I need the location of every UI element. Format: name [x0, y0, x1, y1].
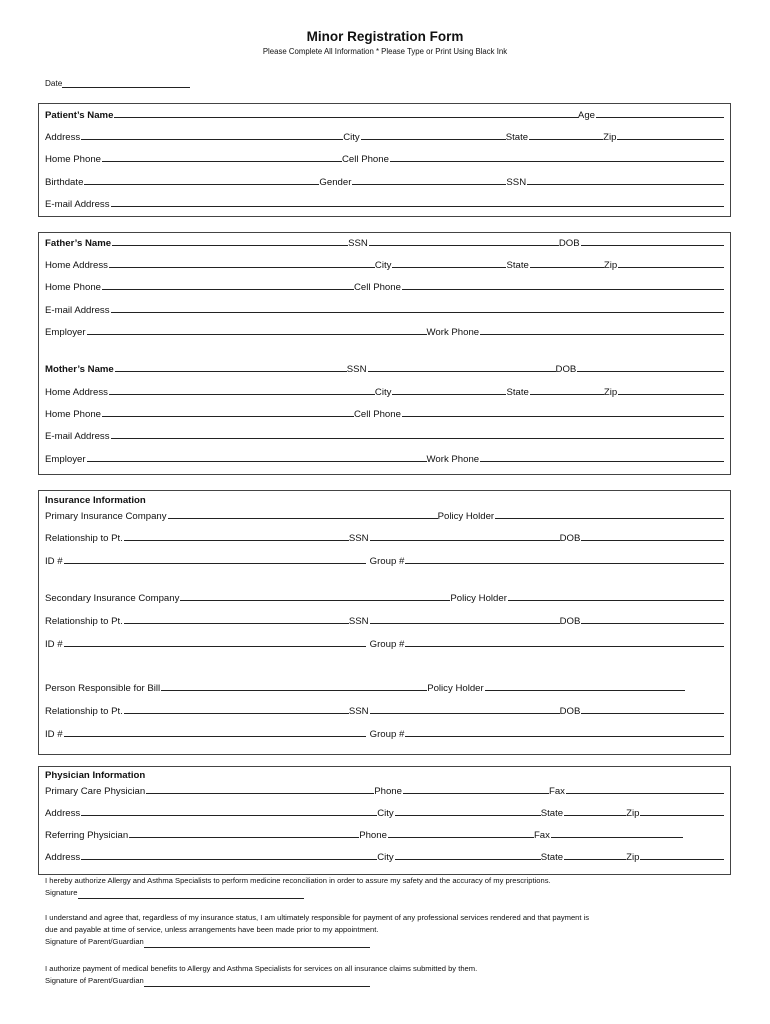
primary-physician-field[interactable]	[146, 793, 374, 794]
age-field[interactable]	[596, 117, 724, 118]
responsible-group-field[interactable]	[405, 736, 724, 737]
father-employer-field[interactable]	[87, 334, 427, 335]
signature-field-2[interactable]	[45, 936, 725, 948]
father-dob-field[interactable]	[581, 245, 724, 246]
primary-insurance-field[interactable]	[168, 518, 438, 519]
primary-insurance-row	[45, 508, 724, 522]
referring-physician-zip-label: Zip	[626, 852, 640, 863]
primary-physician-city-label: City	[377, 808, 394, 819]
father-work-phone-label: Work Phone	[426, 327, 480, 338]
signature-line-2[interactable]	[144, 938, 370, 948]
mother-dob-field[interactable]	[577, 371, 724, 372]
secondary-relationship-row	[45, 613, 724, 627]
primary-policy-holder-label: Policy Holder	[437, 511, 495, 522]
secondary-dob-field[interactable]	[581, 623, 724, 624]
patient-address-row	[45, 129, 724, 143]
address-field[interactable]	[81, 139, 343, 140]
secondary-id-row	[45, 636, 724, 650]
responsible-relationship-row	[45, 703, 724, 717]
primary-physician-fax-label: Fax	[548, 786, 565, 797]
secondary-policy-holder-field[interactable]	[508, 600, 724, 601]
physician-section	[38, 766, 731, 875]
signature-field-1[interactable]	[45, 887, 725, 899]
primary-physician-phone-label: Phone	[374, 786, 402, 797]
primary-physician-phone-field[interactable]	[403, 793, 549, 794]
primary-relationship-row	[45, 530, 724, 544]
mother-address-label: Home Address	[45, 387, 108, 398]
referring-physician-fax-field[interactable]	[551, 837, 683, 838]
secondary-id-label: ID #	[45, 639, 63, 650]
father-name-label: Father’s Name	[45, 238, 112, 249]
father-zip-label: Zip	[603, 260, 618, 271]
city-field[interactable]	[361, 139, 506, 140]
ssn-label: SSN	[506, 177, 527, 188]
physician-title: Physician Information	[45, 770, 146, 781]
mother-name-row	[45, 361, 724, 375]
mother-employer-field[interactable]	[87, 461, 427, 462]
state-field[interactable]	[529, 139, 603, 140]
secondary-dob-label: DOB	[559, 616, 581, 627]
responsible-relationship-label: Relationship to Pt.	[45, 706, 123, 717]
father-cell-phone-field[interactable]	[402, 289, 724, 290]
referring-physician-state-field[interactable]	[564, 859, 626, 860]
birthdate-label: Birthdate	[45, 177, 84, 188]
mother-city-field[interactable]	[392, 394, 506, 395]
signature-label-1: Signature	[45, 888, 78, 897]
primary-physician-city-field[interactable]	[395, 815, 541, 816]
date-line[interactable]	[62, 78, 190, 88]
responsible-dob-label: DOB	[559, 706, 581, 717]
insurance-section	[38, 490, 731, 755]
referring-physician-label: Referring Physician	[45, 830, 129, 841]
father-zip-field[interactable]	[618, 267, 724, 268]
mother-ssn-field[interactable]	[368, 371, 556, 372]
mother-cell-phone-field[interactable]	[402, 416, 724, 417]
father-address-field[interactable]	[109, 267, 375, 268]
primary-physician-fax-field[interactable]	[566, 793, 724, 794]
responsible-row	[45, 680, 724, 694]
parents-section	[38, 232, 731, 475]
mother-state-label: State	[506, 387, 529, 398]
mother-state-field[interactable]	[530, 394, 604, 395]
primary-id-label: ID #	[45, 556, 63, 567]
referring-physician-phone-label: Phone	[359, 830, 387, 841]
primary-policy-holder-field[interactable]	[495, 518, 724, 519]
authorization-statement-1	[45, 875, 725, 899]
mother-home-phone-label: Home Phone	[45, 409, 101, 420]
patient-email-row	[45, 196, 724, 210]
primary-relationship-label: Relationship to Pt.	[45, 533, 123, 544]
referring-physician-address-field[interactable]	[81, 859, 377, 860]
referring-physician-state-label: State	[540, 852, 564, 863]
father-dob-label: DOB	[558, 238, 580, 249]
secondary-group-field[interactable]	[405, 646, 724, 647]
referring-physician-address-row	[45, 849, 724, 863]
mother-work-phone-field[interactable]	[480, 461, 724, 462]
secondary-ssn-label: SSN	[348, 616, 369, 627]
patient-phone-row	[45, 151, 724, 165]
father-email-label: E-mail Address	[45, 305, 110, 316]
gender-label: Gender	[319, 177, 352, 188]
gender-field[interactable]	[352, 184, 506, 185]
patient-section	[38, 103, 731, 217]
responsible-ssn-label: SSN	[348, 706, 369, 717]
mother-cell-phone-label: Cell Phone	[354, 409, 401, 420]
primary-physician-address-field[interactable]	[81, 815, 377, 816]
responsible-dob-field[interactable]	[581, 713, 724, 714]
mother-address-field[interactable]	[109, 394, 375, 395]
address-label: Address	[45, 132, 81, 143]
father-home-phone-label: Home Phone	[45, 282, 101, 293]
secondary-relationship-label: Relationship to Pt.	[45, 616, 123, 627]
father-state-label: State	[506, 260, 529, 271]
home-phone-label: Home Phone	[45, 154, 101, 165]
primary-physician-address-row	[45, 805, 724, 819]
cell-phone-field[interactable]	[390, 161, 724, 162]
secondary-id-field[interactable]	[64, 646, 366, 647]
primary-physician-zip-label: Zip	[626, 808, 640, 819]
mother-zip-label: Zip	[603, 387, 618, 398]
zip-label: Zip	[603, 132, 617, 143]
primary-physician-label: Primary Care Physician	[45, 786, 146, 797]
mother-home-phone-field[interactable]	[102, 416, 354, 417]
mother-name-field[interactable]	[115, 371, 347, 372]
birthdate-field[interactable]	[84, 184, 319, 185]
father-state-field[interactable]	[530, 267, 604, 268]
city-label: City	[343, 132, 360, 143]
mother-dob-label: DOB	[555, 364, 577, 375]
father-ssn-field[interactable]	[369, 245, 559, 246]
father-address-row	[45, 257, 724, 271]
agreement-text-1: I understand and agree that, regardless of my insurance status, I am ultimately responsible for payment of any professional services rendered and that payment is	[45, 913, 590, 922]
secondary-group-label: Group #	[369, 639, 405, 650]
email-field[interactable]	[111, 206, 724, 207]
mother-email-field[interactable]	[111, 438, 724, 439]
agreement-text-2: due and payable at time of service, unless arrangements have been made prior to my appointment.	[45, 925, 379, 934]
secondary-ssn-field[interactable]	[370, 623, 560, 624]
mother-employer-row	[45, 451, 724, 465]
form-title: Minor Registration Form	[306, 29, 464, 44]
father-home-phone-field[interactable]	[102, 289, 354, 290]
father-city-label: City	[374, 260, 392, 271]
date-label: Date	[45, 79, 63, 88]
primary-relationship-field[interactable]	[124, 540, 349, 541]
mother-phone-row	[45, 406, 724, 420]
father-name-row	[45, 235, 724, 249]
primary-dob-field[interactable]	[581, 540, 724, 541]
referring-physician-address-label: Address	[45, 852, 81, 863]
primary-physician-state-field[interactable]	[564, 815, 626, 816]
secondary-policy-holder-label: Policy Holder	[450, 593, 507, 604]
responsible-id-row	[45, 726, 724, 740]
ssn-field[interactable]	[527, 184, 724, 185]
referring-physician-city-label: City	[377, 852, 394, 863]
responsible-relationship-field[interactable]	[124, 713, 349, 714]
patient-birth-row	[45, 174, 724, 188]
signature-line-1[interactable]	[78, 889, 304, 899]
primary-physician-row	[45, 783, 724, 797]
father-employer-label: Employer	[45, 327, 86, 338]
home-phone-field[interactable]	[102, 161, 342, 162]
cell-phone-label: Cell Phone	[342, 154, 389, 165]
signature-parent-label-1: Signature of Parent/Guardian	[45, 937, 144, 946]
primary-group-field[interactable]	[405, 563, 724, 564]
payment-agreement-statement	[45, 912, 725, 948]
referring-physician-phone-field[interactable]	[388, 837, 534, 838]
responsible-id-label: ID #	[45, 729, 63, 740]
responsible-group-label: Group #	[369, 729, 405, 740]
signature-field-3[interactable]	[45, 975, 725, 987]
referring-physician-city-field[interactable]	[395, 859, 541, 860]
insurance-title: Insurance Information	[45, 495, 146, 506]
responsible-ssn-field[interactable]	[370, 713, 560, 714]
form-subtitle: Please Complete All Information * Please Type or Print Using Black Ink	[262, 47, 508, 56]
primary-physician-state-label: State	[540, 808, 564, 819]
responsible-label: Person Responsible for Bill	[45, 683, 161, 694]
mother-zip-field[interactable]	[618, 394, 724, 395]
signature-parent-label-2: Signature of Parent/Guardian	[45, 976, 144, 985]
state-label: State	[505, 132, 529, 143]
secondary-insurance-row	[45, 590, 724, 604]
mother-name-label: Mother’s Name	[45, 364, 114, 375]
responsible-policy-holder-label: Policy Holder	[427, 683, 484, 694]
authorization-text-1: I hereby authorize Allergy and Asthma Specialists to perform medicine reconciliation in order to assure my safety and the accuracy of my prescriptions.	[45, 876, 551, 885]
father-work-phone-field[interactable]	[480, 334, 724, 335]
mother-work-phone-label: Work Phone	[426, 454, 480, 465]
zip-field[interactable]	[617, 139, 724, 140]
referring-physician-row	[45, 827, 724, 841]
father-name-field[interactable]	[112, 245, 348, 246]
responsible-field[interactable]	[161, 690, 427, 691]
date-field[interactable]	[45, 78, 190, 88]
primary-physician-zip-field[interactable]	[640, 815, 724, 816]
referring-physician-fax-label: Fax	[533, 830, 550, 841]
father-cell-phone-label: Cell Phone	[354, 282, 401, 293]
father-employer-row	[45, 324, 724, 338]
mother-email-label: E-mail Address	[45, 431, 110, 442]
mother-city-label: City	[374, 387, 392, 398]
referring-physician-field[interactable]	[129, 837, 359, 838]
primary-id-field[interactable]	[64, 563, 366, 564]
mother-email-row	[45, 428, 724, 442]
primary-ssn-field[interactable]	[370, 540, 560, 541]
father-email-row	[45, 302, 724, 316]
primary-physician-address-label: Address	[45, 808, 81, 819]
primary-id-row	[45, 553, 724, 567]
primary-dob-label: DOB	[559, 533, 581, 544]
responsible-id-field[interactable]	[64, 736, 366, 737]
father-email-field[interactable]	[111, 312, 724, 313]
mother-employer-label: Employer	[45, 454, 86, 465]
father-city-field[interactable]	[392, 267, 506, 268]
responsible-policy-holder-field[interactable]	[485, 690, 685, 691]
mother-ssn-label: SSN	[346, 364, 367, 375]
primary-ssn-label: SSN	[348, 533, 369, 544]
email-label: E-mail Address	[45, 199, 110, 210]
father-address-label: Home Address	[45, 260, 108, 271]
secondary-relationship-field[interactable]	[124, 623, 349, 624]
secondary-insurance-label: Secondary Insurance Company	[45, 593, 180, 604]
authorization-text-2: I authorize payment of medical benefits to Allergy and Asthma Specialists for services on all insurance claims submitted by them.	[45, 964, 478, 973]
patient-name-field[interactable]	[114, 117, 577, 118]
age-label: Age	[577, 110, 595, 121]
authorization-statement-2	[45, 963, 725, 987]
patient-name-label: Patient’s Name	[45, 110, 114, 121]
secondary-insurance-field[interactable]	[180, 600, 450, 601]
signature-line-3[interactable]	[144, 977, 370, 987]
primary-group-label: Group #	[369, 556, 405, 567]
primary-insurance-label: Primary Insurance Company	[45, 511, 167, 522]
father-ssn-label: SSN	[348, 238, 368, 249]
referring-physician-zip-field[interactable]	[640, 859, 724, 860]
patient-name-row	[45, 107, 724, 121]
father-phone-row	[45, 279, 724, 293]
mother-address-row	[45, 384, 724, 398]
